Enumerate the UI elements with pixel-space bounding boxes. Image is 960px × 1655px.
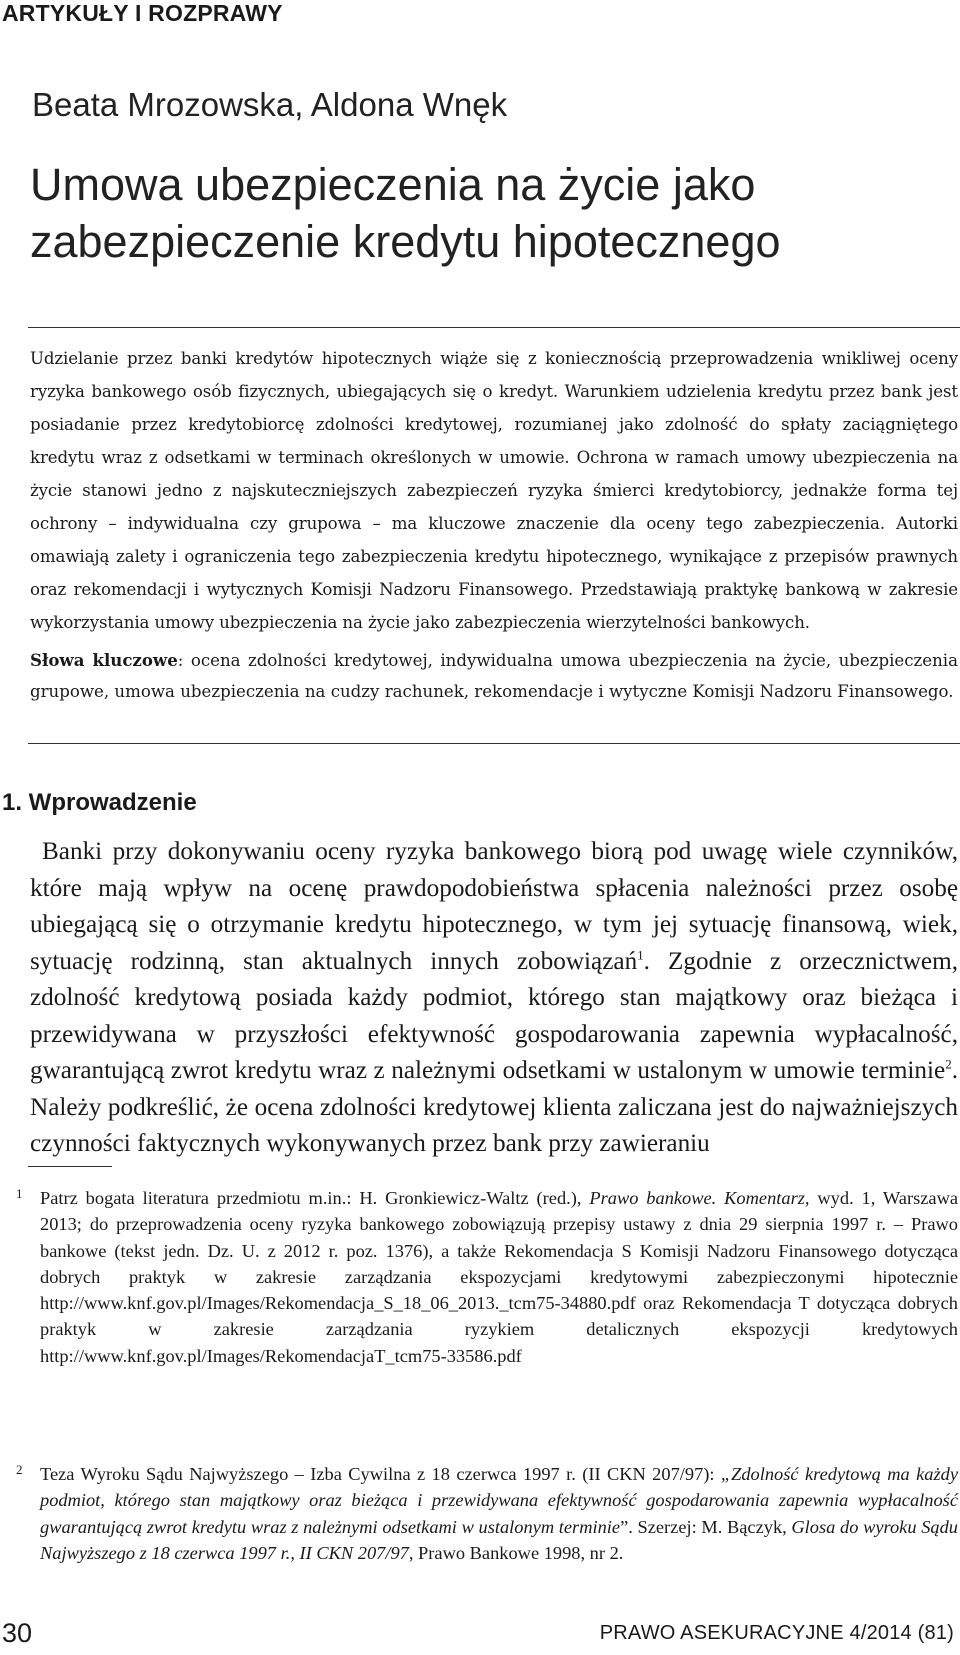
- footnote-text: , Prawo Bankowe 1998, nr 2.: [408, 1542, 624, 1563]
- footnote-text: wyd. 1, Warszawa 2013; do przeprowadzenia oceny ryzyka bankowego zobowiązują przepisy ustawy z dnia 29 sierpnia 1997 r. – Prawo bankowe (tekst jedn. Dz. U. z 2012 r. poz. 1376), a także Rekomendacja S Komisji Nadzoru Finansowego dotycząca dobrych praktyk w zakresie zarządzania ekspozycjami kredytowymi zabezpieczonymi hipotecznie http://www.knf.gov.pl/Images/Rekomendacja_S_18_06_2013._tcm75-34880.pdf oraz Rekomendacja T dotycząca dobrych praktyk w zakresie zarządzania ryzykiem detalicznych ekspozycji kredytowych http://www.knf.gov.pl/Images/RekomendacjaT_tcm75-33586.pdf: [40, 1188, 959, 1366]
- page-number: 30: [2, 1618, 33, 1648]
- footnote-body: [40, 1461, 958, 1566]
- footnote-italic-title: Prawo bankowe. Komentarz,: [589, 1188, 810, 1208]
- footnote-text: ”. Szerzej: M. Bączyk,: [620, 1516, 792, 1537]
- body-text-part-2: . Zgodnie z orzecznictwem, zdolność kredytową posiada każdy podmiot, którego stan majątkowy oraz bieżąca i przewidywana w przyszłości efektywność gospodarowania zapewnia wypłacalność, gwarantującą zwrot kredytu wraz z należnymi odsetkami w ustalonym w umowie terminie: [30, 947, 958, 1084]
- keywords: [30, 645, 958, 707]
- abstract: [30, 342, 958, 639]
- abstract-text: Udzielanie przez banki kredytów hipotecznych wiąże się z koniecznością przeprowadzenia wnikliwej oceny ryzyka bankowego osób fizycznych, ubiegających się o kredyt. Warunkiem udzielenia kredytu przez bank jest posiadanie przez kredytobiorcę zdolności kredytowej, rozumianej jako zdolność do spłaty zaciągniętego kredytu wraz z odsetkami w terminach określonych w umowie. Ochrona w ramach umowy ubezpieczenia na życie stanowi jedno z najskuteczniejszych zabezpieczeń ryzyka śmierci kredytobiorcy, jednakże forma tej ochrony – indywidualna czy grupowa – ma kluczowe znaczenie dla oceny tego zabezpieczenia. Autorki omawiają zalety i ograniczenia tego zabezpieczenia kredytu hipotecznego, wynikające z przepisów prawnych oraz rekomendacji i wytycznych Komisji Nadzoru Finansowego. Przedstawiają praktykę bankową w zakresie wykorzystania umowy ubezpieczenia na życie jako zabezpieczenia wierzytelności bankowych.: [30, 349, 958, 632]
- footnote-ref-1[interactable]: 1: [637, 947, 644, 963]
- body-text-part-1: Banki przy dokonywaniu oceny ryzyka bankowego biorą pod uwagę wiele czynników, które mają wpływ na ocenę prawdopodobieństwa spłacenia należności przez osobę ubiegającą się o otrzymanie kredytu hipotecznego, w tym jej sytuację finansową, wiek, sytuację rodzinną, stan aktualnych innych zobowiązań: [30, 838, 958, 975]
- abstract-bottom-divider: [28, 743, 960, 744]
- abstract-top-divider: [28, 327, 960, 328]
- journal-name: PRAWO ASEKURACYJNE 4/2014 (81): [599, 1622, 954, 1644]
- footnote-number: 1: [16, 1186, 23, 1201]
- keywords-separator: :: [177, 651, 184, 670]
- footnote-italic-title: Glosa do wyroku Sądu Najwyższego z 18 czerwca 1997 r., II CKN 207/97: [40, 1516, 958, 1563]
- footnote-text: Patrz bogata literatura przedmiotu m.in.: H. Gronkiewicz-Waltz (red.),: [40, 1188, 590, 1208]
- article-title: Umowa ubezpieczenia na życie jako zabezpieczenie kredytu hipotecznego: [30, 159, 781, 267]
- footnote-body: [40, 1185, 958, 1369]
- article-authors: Beata Mrozowska, Aldona Wnęk: [32, 86, 508, 123]
- keywords-text: ocena zdolności kredytowej, indywidualna umowa ubezpieczenia na życie, ubezpieczenia grupowe, umowa ubezpieczenia na cudzy rachunek, rekomendacje i wytyczne Komisji Nadzoru Finansowego.: [30, 651, 958, 701]
- footnote-2: [16, 1461, 958, 1566]
- footnote-divider: [28, 1166, 112, 1167]
- footnote-text: Teza Wyroku Sądu Najwyższego – Izba Cywilna z 18 czerwca 1997 r. (II CKN 207/97):: [40, 1464, 721, 1484]
- body-text-part-3: . Należy podkreślić, że ocena zdolności kredytowej klienta zaliczana jest do najważniejszych czynności faktycznych wykonywanych przez bank przy zawieraniu: [30, 1057, 958, 1157]
- footnote-ref-2[interactable]: 2: [945, 1056, 952, 1072]
- footnote-1: [16, 1185, 959, 1369]
- keywords-label: Słowa kluczowe: [30, 650, 178, 670]
- body-paragraph: [30, 834, 958, 1163]
- section-label: ARTYKUŁY I ROZPRAWY: [2, 0, 283, 26]
- footnote-italic-quote: „Zdolność kredytową ma każdy podmiot, którego stan majątkowy oraz bieżąca i przewidywana efektywność gospodarowania zapewnia wypłacalność gwarantującą zwrot kredytu wraz z należnymi odsetkami w ustalonym terminie: [40, 1464, 958, 1537]
- footnote-number: 2: [16, 1462, 23, 1477]
- section-heading: 1. Wprowadzenie: [2, 789, 197, 816]
